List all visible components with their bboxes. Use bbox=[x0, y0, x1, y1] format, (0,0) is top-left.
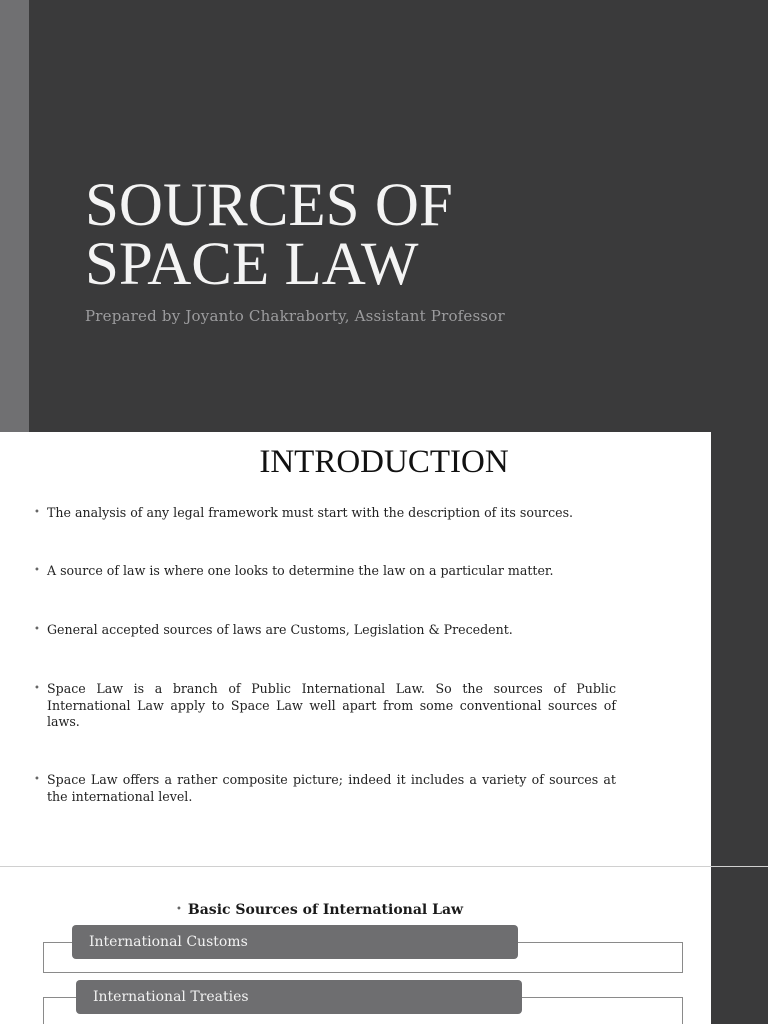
list-item bbox=[34, 772, 616, 805]
slide-title bbox=[85, 172, 725, 298]
bullet-icon: • bbox=[34, 624, 40, 635]
basic-sources-heading bbox=[176, 902, 463, 918]
list-item bbox=[34, 622, 616, 639]
title-slide bbox=[0, 0, 768, 432]
bullet-text: Space Law offers a rather composite picture; indeed it includes a variety of sources at the international level. bbox=[47, 772, 616, 804]
basic-sources-slide bbox=[0, 866, 768, 1024]
bullet-text: General accepted sources of laws are Customs, Legislation & Precedent. bbox=[47, 622, 513, 637]
bullet-icon: • bbox=[34, 565, 40, 576]
title-slide-accent-bar bbox=[0, 0, 29, 432]
list-item bbox=[34, 563, 616, 580]
slide-subtitle: Prepared by Joyanto Chakraborty, Assistant Professor bbox=[85, 307, 505, 325]
introduction-heading: INTRODUCTION bbox=[259, 444, 509, 480]
list-item bbox=[34, 505, 616, 522]
bullet-text: Space Law is a branch of Public International Law. So the sources of Public International Law apply to Space Law well apart from some conventional sources of laws. bbox=[47, 681, 616, 729]
bullet-icon: • bbox=[34, 774, 40, 785]
basic-sources-heading-text: Basic Sources of International Law bbox=[187, 902, 464, 918]
slide-title-line-2: SPACE LAW bbox=[85, 231, 419, 298]
international-customs-label: International Customs bbox=[72, 925, 518, 959]
slide-title-line-1: SOURCES OF bbox=[85, 172, 453, 239]
list-item bbox=[34, 681, 616, 731]
basic-sources-slide-accent-bar bbox=[711, 867, 768, 1024]
bullet-text: The analysis of any legal framework must start with the description of its sources. bbox=[47, 505, 574, 520]
bullet-icon: • bbox=[34, 507, 40, 518]
bullet-icon: • bbox=[176, 904, 182, 915]
introduction-slide bbox=[0, 432, 768, 866]
introduction-slide-accent-bar bbox=[711, 432, 768, 866]
international-treaties-label: International Treaties bbox=[76, 980, 522, 1014]
bullet-icon: • bbox=[34, 683, 40, 694]
bullet-text: A source of law is where one looks to determine the law on a particular matter. bbox=[47, 563, 554, 578]
